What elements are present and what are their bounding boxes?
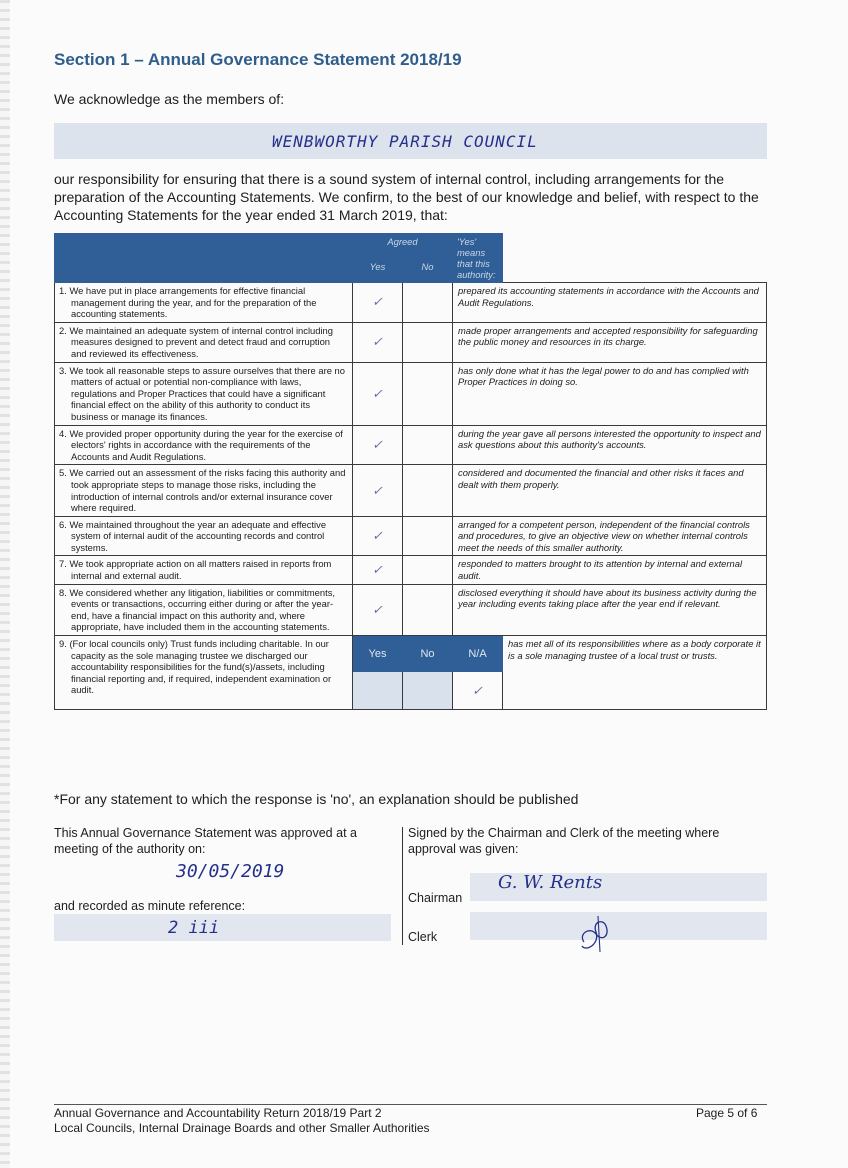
no-cell bbox=[403, 362, 453, 425]
table-row bbox=[55, 322, 767, 362]
governance-table bbox=[54, 233, 767, 710]
statement-cell: 3. We took all reasonable steps to assure ourselves that there are no matters of actual or potential non-compliance with laws, regulations and Proper Practices that could have a significant financial effect on the ability of this authority to conduct its business or manage its finances. bbox=[55, 362, 353, 425]
signed-text: Signed by the Chairman and Clerk of the meeting where approval was given: bbox=[408, 826, 720, 856]
table-row-9 bbox=[55, 636, 767, 672]
meaning-cell: considered and documented the financial and other risks it faces and dealt with them properly. bbox=[453, 465, 767, 516]
section-title: Section 1 – Annual Governance Statement 2018/19 bbox=[54, 50, 462, 69]
vertical-divider bbox=[402, 827, 403, 945]
tick-mark: ✓ bbox=[472, 682, 483, 698]
footnote: *For any statement to which the response is 'no', an explanation should be published bbox=[54, 791, 579, 807]
approval-date: 30/05/2019 bbox=[176, 861, 285, 882]
statement-cell: 4. We provided proper opportunity during the year for the exercise of electors' rights in accordance with the requirements of the Accounts and Audit Regulations. bbox=[55, 425, 353, 465]
yes-header: Yes bbox=[353, 258, 403, 283]
table-header-row bbox=[55, 234, 767, 259]
meaning-cell: prepared its accounting statements in accordance with the Accounts and Audit Regulations. bbox=[453, 283, 767, 323]
meaning-cell: during the year gave all persons interested the opportunity to inspect and ask questions about this authority's accounts. bbox=[453, 425, 767, 465]
tick-mark: ✓ bbox=[372, 436, 383, 452]
tick-mark: ✓ bbox=[372, 528, 383, 544]
no-cell bbox=[403, 283, 453, 323]
meaning-cell: has only done what it has the legal power to do and has complied with Proper Practices in doing so. bbox=[453, 362, 767, 425]
clerk-signature-field bbox=[470, 912, 767, 940]
footer-line-1: Annual Governance and Accountability Return 2018/19 Part 2 bbox=[54, 1106, 382, 1120]
statement-cell: 5. We carried out an assessment of the risks facing this authority and took appropriate steps to manage those risks, including the introduction of internal controls and/or external insurance cover where required. bbox=[55, 465, 353, 516]
clerk-signature bbox=[576, 912, 618, 954]
chairman-label: Chairman bbox=[408, 891, 463, 905]
row9-na-box bbox=[453, 672, 503, 710]
table-row bbox=[55, 425, 767, 465]
yes-cell bbox=[353, 322, 403, 362]
approval-text: This Annual Governance Statement was approved at a meeting of the authority on: bbox=[54, 826, 357, 856]
tick-mark: ✓ bbox=[372, 385, 383, 401]
meaning-cell: responded to matters brought to its attention by internal and external audit. bbox=[453, 556, 767, 584]
row9-yes-box bbox=[353, 672, 403, 710]
tick-mark: ✓ bbox=[372, 294, 383, 310]
footer-rule bbox=[54, 1104, 767, 1105]
table-row bbox=[55, 584, 767, 635]
statement-cell: 1. We have put in place arrangements for effective financial management during the year, and for the preparation of the accounting statements. bbox=[55, 283, 353, 323]
yes-cell bbox=[353, 516, 403, 556]
footer-line-2: Local Councils, Internal Drainage Boards and other Smaller Authorities bbox=[54, 1121, 430, 1135]
statement-cell: 6. We maintained throughout the year an adequate and effective system of internal audit of the accounting records and control systems. bbox=[55, 516, 353, 556]
minute-ref-field bbox=[54, 914, 391, 941]
acknowledge-text: We acknowledge as the members of: bbox=[54, 91, 285, 107]
statement-cell: 2. We maintained an adequate system of internal control including measures designed to prevent and detect fraud and corruption and reviewed its effectiveness. bbox=[55, 322, 353, 362]
authority-name: WENBWORTHY PARISH COUNCIL bbox=[272, 132, 538, 151]
tick-mark: ✓ bbox=[372, 482, 383, 498]
no-cell bbox=[403, 425, 453, 465]
yes-cell bbox=[353, 465, 403, 516]
row9-no-label: No bbox=[403, 636, 453, 672]
scan-edge bbox=[0, 0, 10, 1168]
yes-cell bbox=[353, 425, 403, 465]
table-row bbox=[55, 465, 767, 516]
table-row bbox=[55, 556, 767, 584]
chairman-signature: G. W. Rents bbox=[498, 872, 603, 893]
page-number: Page 5 of 6 bbox=[696, 1106, 758, 1120]
no-cell bbox=[403, 322, 453, 362]
intro-paragraph: our responsibility for ensuring that there is a sound system of internal control, including arrangements for the preparation of the Accounting Statements. We confirm, to the best of our knowledge and belief, with respect to the Accounting Statements for the year ended 31 March 2019, that: bbox=[54, 171, 759, 223]
no-header: No bbox=[403, 258, 453, 283]
table-row bbox=[55, 283, 767, 323]
row9-yes-label: Yes bbox=[353, 636, 403, 672]
no-cell bbox=[403, 465, 453, 516]
tick-mark: ✓ bbox=[372, 601, 383, 617]
yes-cell bbox=[353, 556, 403, 584]
row9-na-label: N/A bbox=[453, 636, 503, 672]
meaning-cell: arranged for a competent person, independent of the financial controls and procedures, to give an objective view on whether internal controls meet the needs of this smaller authority. bbox=[453, 516, 767, 556]
tick-mark: ✓ bbox=[372, 562, 383, 578]
table-row bbox=[55, 516, 767, 556]
table-row bbox=[55, 362, 767, 425]
meaning-cell: made proper arrangements and accepted responsibility for safeguarding the public money and resources in its charge. bbox=[453, 322, 767, 362]
statement-cell: 9. (For local councils only) Trust funds including charitable. In our capacity as the sole managing trustee we discharged our accountability responsibilities for the fund(s)/assets, including financial reporting and, if required, independent examination or audit. bbox=[55, 636, 353, 710]
row9-no-box bbox=[403, 672, 453, 710]
no-cell bbox=[403, 584, 453, 635]
header-blank bbox=[55, 234, 353, 283]
meaning-cell: disclosed everything it should have about its business activity during the year including events taking place after the year end if relevant. bbox=[453, 584, 767, 635]
agreed-header: Agreed bbox=[353, 234, 453, 259]
clerk-label: Clerk bbox=[408, 930, 438, 944]
statement-cell: 7. We took appropriate action on all matters raised in reports from internal and external audit. bbox=[55, 556, 353, 584]
tick-mark: ✓ bbox=[372, 334, 383, 350]
statement-cell: 8. We considered whether any litigation, liabilities or commitments, events or transactions, occurring either during or after the year-end, have a financial impact on this authority and, where appropriate, have included them in the accounting statements. bbox=[55, 584, 353, 635]
no-cell bbox=[403, 516, 453, 556]
yes-cell bbox=[353, 362, 403, 425]
minute-ref: 2 iii bbox=[168, 918, 220, 938]
yes-cell bbox=[353, 584, 403, 635]
means-header: 'Yes' means that this authority: bbox=[453, 234, 503, 283]
no-cell bbox=[403, 556, 453, 584]
row9-meaning: has met all of its responsibilities where as a body corporate it is a sole managing trustee of a local trust or trusts. bbox=[503, 636, 767, 710]
authority-name-field bbox=[54, 123, 767, 159]
minute-label: and recorded as minute reference: bbox=[54, 899, 246, 913]
yes-cell bbox=[353, 283, 403, 323]
